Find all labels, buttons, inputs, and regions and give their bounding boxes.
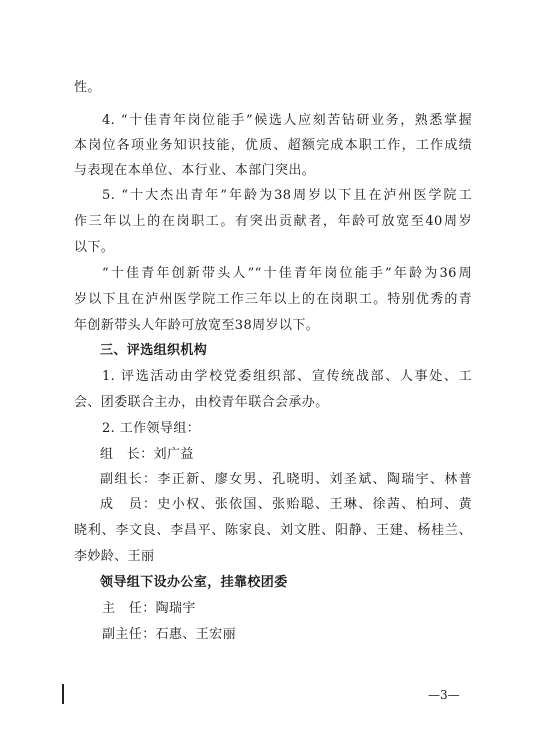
paragraph-item-4-line-2: 本岗位各项业务知识技能，优质、超额完成本职工作，工作成绩 (74, 138, 472, 153)
section-heading-organization: 三、评选组织机构 (100, 343, 208, 358)
paragraph-item-5-line-2: 作三年以上的在岗职工。有突出贡献者，年龄可放宽至40周岁 (74, 214, 472, 229)
paragraph-item-4-line-3: 与表现在本单位、本行业、本部门突出。 (74, 163, 316, 178)
paragraph-item-1-line-2: 会、团委联合主办，由校青年联合会承办。 (74, 395, 329, 410)
members-line-2: 晓利、李文良、李昌平、陈家良、刘文胜、阳静、王建、杨桂兰、 (74, 523, 472, 538)
page-number: —3— (428, 688, 460, 702)
paragraph-item-2: 2. 工作领导组： (102, 421, 201, 436)
paragraph-age-line-1: “十佳青年创新带头人”“十佳青年岗位能手”年龄为36周 (102, 266, 472, 281)
members-line-3: 李妙龄、王丽 (74, 549, 155, 564)
paragraph-item-5-line-3: 以下。 (74, 240, 115, 255)
paragraph-item-4-line-1: 4. “十佳青年岗位能手”候选人应刻苦钻研业务，熟悉掌握 (102, 113, 472, 128)
leader-line: 组 长：刘广益 (100, 447, 194, 462)
text-line-continuation: 性。 (74, 80, 101, 95)
margin-bar (62, 684, 64, 704)
office-director-line: 主 任：陶瑞宇 (102, 601, 196, 616)
paragraph-item-1-line-1: 1. 评选活动由学校党委组织部、宣传统战部、人事处、工 (102, 369, 472, 384)
office-deputy-director-line: 副主任：石惠、王宏丽 (102, 627, 237, 642)
office-heading: 领导组下设办公室，挂靠校团委 (100, 575, 288, 590)
paragraph-item-5-line-1: 5. “十大杰出青年”年龄为38周岁以下且在泸州医学院工 (102, 188, 472, 203)
deputy-leaders-line: 副组长：李正新、廖女男、孔晓明、刘圣斌、陶瑞宇、林普 (100, 472, 472, 487)
paragraph-age-line-2: 岁以下且在泸州医学院工作三年以上的在岗职工。特别优秀的青 (74, 292, 472, 307)
paragraph-age-line-3: 年创新带头人年龄可放宽至38周岁以下。 (74, 318, 320, 333)
members-line-1: 成 员：史小权、张依国、张贻聪、王琳、徐茜、柏珂、黄 (100, 497, 472, 512)
